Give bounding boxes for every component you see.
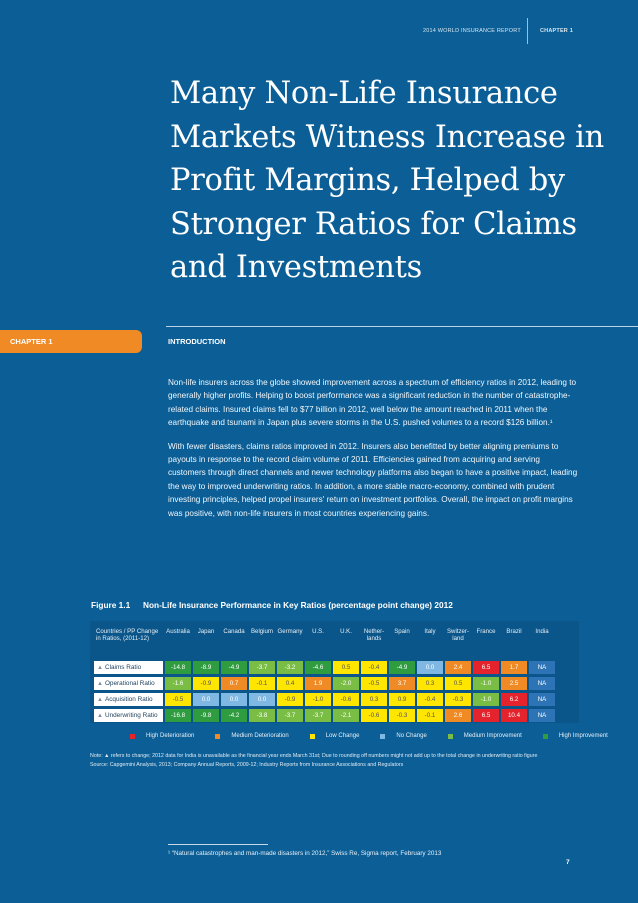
header-separator bbox=[527, 18, 528, 44]
column-header: Spain bbox=[394, 628, 410, 635]
table-cell: -1.0 bbox=[473, 693, 499, 706]
table-body bbox=[94, 661, 555, 722]
table-cell: 0.0 bbox=[249, 693, 275, 706]
table-cell: 6.2 bbox=[501, 693, 527, 706]
table-cell: -3.2 bbox=[277, 661, 303, 674]
note-text: Note: ▲ refers to change; 2012 data for India is unavailable as the financial year ends March 31st; Due to rounding off numbers might not add up to the total change in underwriting ratio figure bbox=[90, 753, 538, 759]
column-header: Switzer- land bbox=[446, 628, 469, 642]
table-cell: -1.0 bbox=[305, 693, 331, 706]
table-cell: 0.3 bbox=[417, 677, 443, 690]
legend-swatch bbox=[310, 734, 315, 739]
table-cell: 0.0 bbox=[417, 661, 443, 674]
header-report-title: 2014 WORLD INSURANCE REPORT bbox=[423, 28, 521, 34]
column-header: Italy bbox=[424, 628, 436, 635]
table-cell: -0.9 bbox=[193, 677, 219, 690]
table-cell: 1.9 bbox=[305, 677, 331, 690]
column-header: Germany bbox=[277, 628, 303, 635]
column-header: France bbox=[476, 628, 496, 635]
legend-label: High Improvement bbox=[558, 733, 608, 739]
table-cell: -3.7 bbox=[249, 661, 275, 674]
legend-item bbox=[543, 733, 608, 739]
legend-label: Medium Deterioration bbox=[231, 733, 289, 739]
table-cell: -0.9 bbox=[277, 693, 303, 706]
legend-item bbox=[310, 733, 360, 739]
row-label bbox=[94, 677, 163, 690]
legend bbox=[130, 733, 629, 739]
row-label bbox=[94, 693, 163, 706]
legend-label: Medium Improvement bbox=[463, 733, 522, 739]
legend-swatch bbox=[215, 734, 220, 739]
table-cell: -3.7 bbox=[305, 709, 331, 722]
table-cell: -14.8 bbox=[165, 661, 191, 674]
table-cell: -0.3 bbox=[445, 693, 471, 706]
table-header-row bbox=[94, 628, 555, 658]
section-heading: INTRODUCTION bbox=[168, 337, 226, 346]
legend-swatch bbox=[543, 734, 548, 739]
table-cell: 2.4 bbox=[445, 661, 471, 674]
row-label-text: Claims Ratio bbox=[104, 664, 142, 671]
table-row bbox=[94, 661, 555, 674]
column-header: Belgium bbox=[250, 628, 273, 635]
table-cell: -4.6 bbox=[305, 661, 331, 674]
legend-label: No Change bbox=[396, 733, 427, 739]
table-cell: 0.0 bbox=[193, 693, 219, 706]
table-cell: NA bbox=[529, 693, 555, 706]
table-cell: -9.8 bbox=[193, 709, 219, 722]
table-cell: NA bbox=[529, 677, 555, 690]
row-label-text: Underwriting Ratio bbox=[104, 712, 158, 719]
legend-item bbox=[380, 733, 426, 739]
footnote-rule bbox=[168, 844, 268, 845]
table-cell: -1.6 bbox=[165, 677, 191, 690]
table-cell: NA bbox=[529, 709, 555, 722]
legend-label: High Deterioration bbox=[146, 733, 195, 739]
column-header: Japan bbox=[197, 628, 215, 635]
table-cell: -2.1 bbox=[333, 709, 359, 722]
table-cell: -0.6 bbox=[333, 693, 359, 706]
table-corner-header: Countries / PP Change in Ratios, (2011-12) bbox=[96, 628, 159, 642]
row-label bbox=[94, 709, 163, 722]
table-cell: 6.5 bbox=[473, 709, 499, 722]
section-divider bbox=[166, 326, 638, 327]
table-cell: -0.1 bbox=[417, 709, 443, 722]
figure-note bbox=[90, 752, 590, 769]
column-header: U.S. bbox=[312, 628, 324, 635]
table-row bbox=[94, 709, 555, 722]
paragraph: Non-life insurers across the globe showed improvement across a spectrum of efficiency ratios in 2012, leading to generally higher profits. Helping to boost performance was a significant reduction in the number of catastrophe-related claims. Insured claims fell to $77 billion in 2012, well below the amount reached in 2011 when the earthquake and tsunami in Japan plus severe storms in the U.S. pushed volumes to a record $126 billion.¹ bbox=[168, 378, 577, 428]
figure-number: Figure 1.1 bbox=[91, 600, 131, 610]
legend-item bbox=[130, 733, 194, 739]
legend-label: Low Change bbox=[325, 733, 360, 739]
column-header: Australia bbox=[166, 628, 190, 635]
table-cell: 1.7 bbox=[501, 661, 527, 674]
column-header: Canada bbox=[223, 628, 245, 635]
table-cell: 3.7 bbox=[389, 677, 415, 690]
change-marker: ▲ bbox=[97, 713, 103, 719]
table-cell: 2.6 bbox=[445, 709, 471, 722]
table-cell: -0.6 bbox=[361, 709, 387, 722]
page-number: 7 bbox=[566, 859, 570, 866]
column-header: Brazil bbox=[506, 628, 522, 635]
table-cell: 0.0 bbox=[221, 693, 247, 706]
table-cell: -4.9 bbox=[389, 661, 415, 674]
legend-swatch bbox=[448, 734, 453, 739]
table-cell: -4.9 bbox=[221, 661, 247, 674]
legend-item bbox=[215, 733, 288, 739]
table-cell: -1.0 bbox=[473, 677, 499, 690]
figure-title bbox=[91, 600, 453, 610]
table-cell: -0.3 bbox=[389, 709, 415, 722]
legend-item bbox=[448, 733, 522, 739]
change-marker: ▲ bbox=[97, 665, 103, 671]
source-text: Source: Capgemini Analysis, 2013; Company Annual Reports, 2009-12; Industry Reports from Insurance Associations and Regulators bbox=[90, 761, 404, 768]
table-cell: 0.3 bbox=[361, 693, 387, 706]
body-text bbox=[168, 376, 580, 530]
table-cell: -8.9 bbox=[193, 661, 219, 674]
change-marker: ▲ bbox=[97, 697, 103, 703]
column-header: U.K. bbox=[340, 628, 352, 635]
table-cell: 0.9 bbox=[389, 693, 415, 706]
row-label bbox=[94, 661, 163, 674]
paragraph: With fewer disasters, claims ratios improved in 2012. Insurers also benefitted by better aligning premiums to payouts in response to the record claim volume of 2011. Efficiencies gained from acquiring and serving customers through direct channels and newer technology platforms also began to have a positive impact, leading the way to improved underwriting ratios. In addition, a more stable macro-economy, combined with prudent investing principles, helped propel insurers' return on investment portfolios. Overall, the impact on profit margins was positive, with non-life insurers in most countries experiencing gains. bbox=[168, 441, 578, 518]
table-cell: 6.5 bbox=[473, 661, 499, 674]
legend-swatch bbox=[380, 734, 385, 739]
row-label-text: Operational Ratio bbox=[104, 680, 155, 687]
table-cell: 10.4 bbox=[501, 709, 527, 722]
chapter-tab bbox=[0, 330, 142, 353]
ratio-table bbox=[92, 625, 557, 725]
table-cell: -0.4 bbox=[361, 661, 387, 674]
table-cell: -0.1 bbox=[249, 677, 275, 690]
page-title: Many Non-Life Insurance Markets Witness Increase in Profit Margins, Helped by Stronger Ratios for Claims and Investments bbox=[170, 76, 604, 285]
table-cell: 0.5 bbox=[333, 661, 359, 674]
table-cell: -3.8 bbox=[249, 709, 275, 722]
table-cell: NA bbox=[529, 661, 555, 674]
table-cell: -16.8 bbox=[165, 709, 191, 722]
table-cell: 0.4 bbox=[277, 677, 303, 690]
table-cell: -0.5 bbox=[165, 693, 191, 706]
table-cell: -0.5 bbox=[361, 677, 387, 690]
legend-swatch bbox=[130, 734, 135, 739]
change-marker: ▲ bbox=[97, 681, 103, 687]
chapter-tab-label: CHAPTER 1 bbox=[10, 337, 53, 346]
footnote: ¹ “Natural catastrophes and man-made disasters in 2012,” Swiss Re, Sigma report, February 2013 bbox=[168, 850, 442, 857]
table-row bbox=[94, 677, 555, 690]
table-cell: 0.5 bbox=[445, 677, 471, 690]
table-cell: 2.5 bbox=[501, 677, 527, 690]
column-header: India bbox=[535, 628, 549, 635]
row-label-text: Acquisition Ratio bbox=[104, 696, 153, 703]
table-cell: -4.2 bbox=[221, 709, 247, 722]
table-cell: -0.4 bbox=[417, 693, 443, 706]
header-chapter: CHAPTER 1 bbox=[540, 28, 573, 34]
table-cell: -3.7 bbox=[277, 709, 303, 722]
column-header: Nether- lands bbox=[363, 628, 385, 642]
table-cell: -2.0 bbox=[333, 677, 359, 690]
table-row bbox=[94, 693, 555, 706]
table-cell: 0.7 bbox=[221, 677, 247, 690]
figure-caption: Non-Life Insurance Performance in Key Ratios (percentage point change) 2012 bbox=[143, 600, 453, 610]
